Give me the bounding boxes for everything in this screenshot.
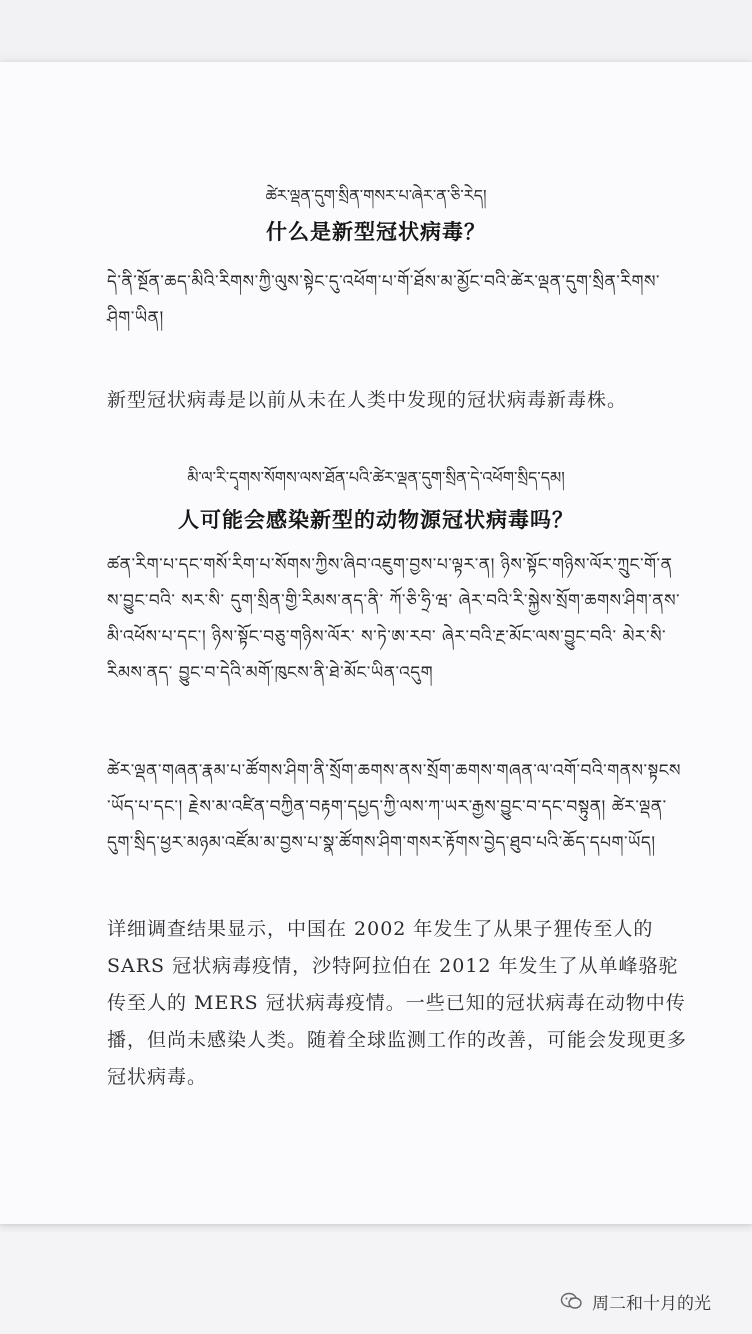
section2-paragraph-tibetan-2: ཚེར་ལྡན་གཞན་རྣམ་པ་ཚོགས་ཤིག་ནི་སྲོག་ཆགས་ནས་སྲོག་ཆགས་གཞན་ལ་འགོ་བའི་གནས་སྟངས་ཡོད་པ་དང་། རྗེས་མ་འཛིན་བཀྱིན་བརྟག་དཔྱད་ཀྱི་ལས་ཀ་ཡར་རྒྱས་བྱུང་བ་དང་བསྟུན། ཚེར་ལྡན་དུག་སྲིད་ཕྱར་མཉམ་འཛོམ་མ་བྱས་པ་སྣ་ཚོགས་ཤིག་གསར་རྟོགས་བྱེད་ཐུབ་པའི་ཆོད་དཔག་ཡོད། [107,761,681,853]
section1-title-chinese: 什么是新型冠状病毒？ [266,219,486,244]
watermark [560,1288,711,1314]
section1-paragraph-chinese: 新型冠状病毒是以前从未在人类中发现的冠状病毒新毒株。 [107,389,628,411]
section2-paragraph-tibetan-1: ཚན་རིག་པ་དང་གསོ་རིག་པ་སོགས་ཀྱིས་ཞིབ་འཇུག་བྱས་པ་ལྟར་ན། ཉིས་སྟོང་གཉིས་ལོར་ཀྲུང་གོ་ནས་བྱུང་བའི་ སར་སི་ དུག་སྲིན་གྱི་རིམས་ནད་ནི་ ཀོ་ཅི་ཧྲི་ཝ་ ཞེར་བའི་རི་སྐྱེས་སྲོག་ཆགས་ཤིག་ནས་མི་འཕོས་པ་དང་། ཉིས་སྟོང་བཅུ་གཉིས་ལོར་ ས་ཏེ་ཨ་རབ་ ཞེར་བའི་རྔ་མོང་ལས་བྱུང་བའི་ མེར་སི་རིམས་ནད་ བྱུང་བ་དེའི་མགོ་ཁུངས་ནི་ཐེ་མོང་ཡིན་འདུག [107,555,681,683]
section2-title-tibetan: མི་ལ་རི་དྭགས་སོགས་ལས་ཐོན་པའི་ཚེར་ལྡན་དུག་སྲིན་དེ་འཕོག་སྲིད་དམ། [187,468,565,487]
bottom-margin [0,1232,752,1334]
section1-title-tibetan: ཚེར་ལྡན་དུག་སྲིན་གསར་པ་ཞེར་ན་ཅི་རེད། [265,186,487,205]
section1-paragraph-tibetan: དེ་ནི་སྔོན་ཆད་མིའི་རིགས་ཀྱི་ལུས་སྟེང་དུ་འཕོག་པ་གོ་ཐོས་མ་མྱོང་བའི་ཚེར་ལྡན་དུག་སྲིན་རིགས་ཤིག་ཡིན། [107,272,660,328]
wechat-search-icon [560,1291,582,1311]
top-margin [0,0,752,52]
section2-paragraph-chinese: 详细调查结果显示，中国在 2002 年发生了从果子狸传至人的 SARS 冠状病毒疫情，沙特阿拉伯在 2012 年发生了从单峰骆驼传至人的 MERS 冠状病毒疫情。一些已知的冠状病毒在动物中传播，但尚未感染人类。随着全球监测工作的改善，可能会发现更多冠状病毒。 [107,918,688,1088]
watermark-text: 周二和十月的光 [592,1293,711,1314]
section2-title-chinese: 人可能会感染新型的动物源冠状病毒吗？ [178,507,574,532]
